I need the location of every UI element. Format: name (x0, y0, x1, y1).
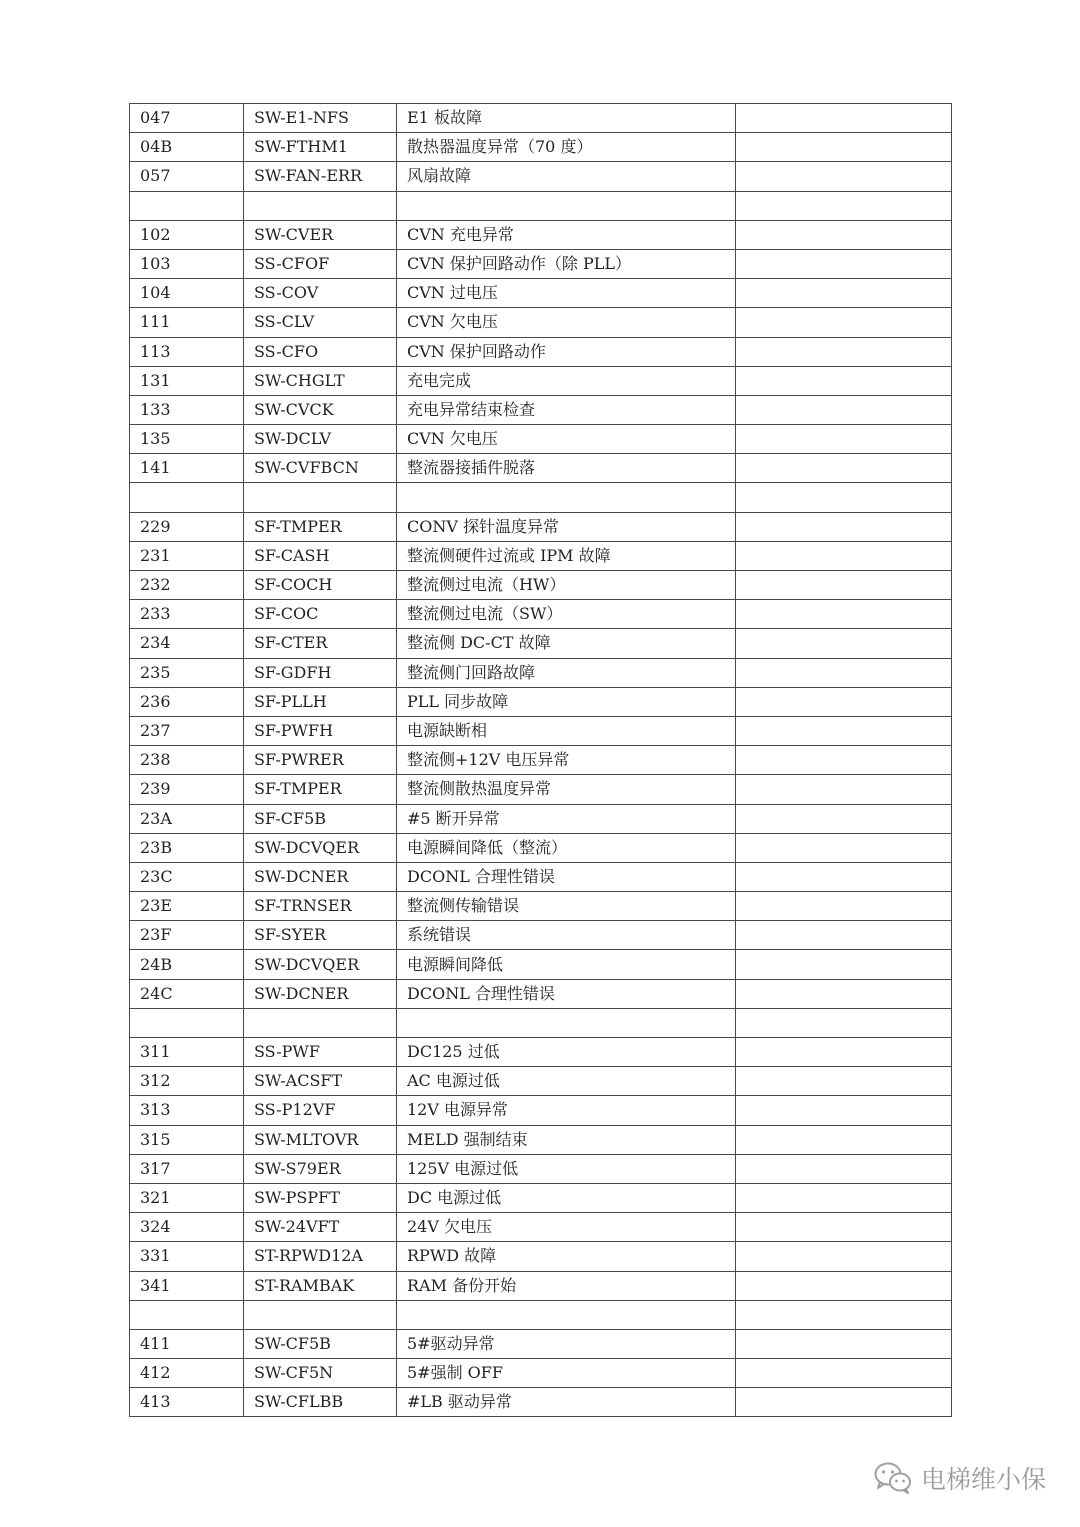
code-cell: 239 (130, 775, 244, 804)
signal-cell: SF-CF5B (244, 804, 397, 833)
remark-cell (736, 1096, 952, 1125)
signal-cell: SW-DCNER (244, 979, 397, 1008)
watermark-text: 电梯维小保 (920, 1465, 1046, 1494)
description-cell: 整流侧门回路故障 (397, 658, 736, 687)
signal-cell: SS-COV (244, 279, 397, 308)
signal-cell: SW-S79ER (244, 1154, 397, 1183)
description-cell (397, 1300, 736, 1329)
watermark (873, 1460, 1046, 1496)
signal-cell: SF-CTER (244, 629, 397, 658)
signal-cell: SW-FTHM1 (244, 133, 397, 162)
signal-cell: SW-CFLBB (244, 1388, 397, 1417)
code-cell: 102 (130, 220, 244, 249)
signal-cell: SW-DCNER (244, 862, 397, 891)
description-cell: CVN 欠电压 (397, 308, 736, 337)
code-cell: 238 (130, 746, 244, 775)
code-cell: 103 (130, 249, 244, 278)
description-cell: CONV 探针温度异常 (397, 512, 736, 541)
table-row (130, 1008, 952, 1037)
signal-cell: SW-CF5B (244, 1329, 397, 1358)
description-cell: 整流侧过电流（SW） (397, 600, 736, 629)
table-row (130, 337, 952, 366)
signal-cell: ST-RPWD12A (244, 1242, 397, 1271)
remark-cell (736, 746, 952, 775)
remark-cell (736, 191, 952, 220)
table-row (130, 804, 952, 833)
table-row (130, 1213, 952, 1242)
table-row (130, 162, 952, 191)
signal-cell: SF-SYER (244, 921, 397, 950)
signal-cell: SW-FAN-ERR (244, 162, 397, 191)
description-cell: 整流器接插件脱落 (397, 454, 736, 483)
code-cell: 057 (130, 162, 244, 191)
description-cell: CVN 充电异常 (397, 220, 736, 249)
remark-cell (736, 804, 952, 833)
table-row (130, 395, 952, 424)
signal-cell (244, 483, 397, 512)
remark-cell (736, 833, 952, 862)
description-cell: 系统错误 (397, 921, 736, 950)
remark-cell (736, 395, 952, 424)
signal-cell: SW-E1-NFS (244, 104, 397, 133)
description-cell: 整流侧传输错误 (397, 892, 736, 921)
table-row (130, 1154, 952, 1183)
description-cell: RPWD 故障 (397, 1242, 736, 1271)
table-row (130, 775, 952, 804)
code-cell: 312 (130, 1067, 244, 1096)
signal-cell: SF-PWRER (244, 746, 397, 775)
signal-cell: SS-CLV (244, 308, 397, 337)
description-cell: 电源瞬间降低 (397, 950, 736, 979)
description-cell: E1 板故障 (397, 104, 736, 133)
signal-cell: SW-CVFBCN (244, 454, 397, 483)
description-cell: 散热器温度异常（70 度） (397, 133, 736, 162)
remark-cell (736, 104, 952, 133)
table-row (130, 746, 952, 775)
remark-cell (736, 1242, 952, 1271)
signal-cell (244, 191, 397, 220)
table-row (130, 1242, 952, 1271)
description-cell: CVN 保护回路动作 (397, 337, 736, 366)
description-cell (397, 1008, 736, 1037)
remark-cell (736, 454, 952, 483)
table-row (130, 541, 952, 570)
remark-cell (736, 1329, 952, 1358)
remark-cell (736, 629, 952, 658)
remark-cell (736, 541, 952, 570)
remark-cell (736, 658, 952, 687)
remark-cell (736, 1359, 952, 1388)
code-cell: 232 (130, 571, 244, 600)
description-cell: CVN 保护回路动作（除 PLL） (397, 249, 736, 278)
description-cell: DC 电源过低 (397, 1183, 736, 1212)
remark-cell (736, 249, 952, 278)
signal-cell: SS-PWF (244, 1038, 397, 1067)
table-row (130, 629, 952, 658)
description-cell: MELD 强制结束 (397, 1125, 736, 1154)
description-cell: AC 电源过低 (397, 1067, 736, 1096)
description-cell: 充电异常结束检查 (397, 395, 736, 424)
remark-cell (736, 1008, 952, 1037)
signal-cell: SW-MLTOVR (244, 1125, 397, 1154)
description-cell: 5#强制 OFF (397, 1359, 736, 1388)
remark-cell (736, 1183, 952, 1212)
table-row (130, 191, 952, 220)
code-cell (130, 1300, 244, 1329)
description-cell: 5#驱动异常 (397, 1329, 736, 1358)
remark-cell (736, 1125, 952, 1154)
remark-cell (736, 979, 952, 1008)
code-cell: 141 (130, 454, 244, 483)
description-cell: DC125 过低 (397, 1038, 736, 1067)
table-row (130, 104, 952, 133)
remark-cell (736, 862, 952, 891)
table-row (130, 366, 952, 395)
remark-cell (736, 1271, 952, 1300)
description-cell: #5 断开异常 (397, 804, 736, 833)
description-cell: 风扇故障 (397, 162, 736, 191)
signal-cell: SW-CF5N (244, 1359, 397, 1388)
code-cell: 229 (130, 512, 244, 541)
signal-cell: SF-TMPER (244, 775, 397, 804)
signal-cell: SF-PLLH (244, 687, 397, 716)
signal-cell: SF-CASH (244, 541, 397, 570)
description-cell: 整流侧硬件过流或 IPM 故障 (397, 541, 736, 570)
table-row (130, 308, 952, 337)
table-row (130, 600, 952, 629)
signal-cell: SS-P12VF (244, 1096, 397, 1125)
signal-cell: SW-CVER (244, 220, 397, 249)
remark-cell (736, 892, 952, 921)
code-cell: 135 (130, 425, 244, 454)
code-cell: 413 (130, 1388, 244, 1417)
table-row (130, 950, 952, 979)
code-cell: 24C (130, 979, 244, 1008)
remark-cell (736, 1038, 952, 1067)
remark-cell (736, 512, 952, 541)
code-cell: 23F (130, 921, 244, 950)
remark-cell (736, 162, 952, 191)
code-cell: 341 (130, 1271, 244, 1300)
description-cell: 整流侧+12V 电压异常 (397, 746, 736, 775)
remark-cell (736, 425, 952, 454)
table-row (130, 979, 952, 1008)
signal-cell: SS-CFOF (244, 249, 397, 278)
remark-cell (736, 950, 952, 979)
code-cell: 317 (130, 1154, 244, 1183)
code-cell: 231 (130, 541, 244, 570)
description-cell: 整流侧过电流（HW） (397, 571, 736, 600)
code-cell: 233 (130, 600, 244, 629)
signal-cell: SW-DCLV (244, 425, 397, 454)
remark-cell (736, 1300, 952, 1329)
remark-cell (736, 921, 952, 950)
description-cell (397, 483, 736, 512)
code-cell: 131 (130, 366, 244, 395)
code-cell: 24B (130, 950, 244, 979)
remark-cell (736, 337, 952, 366)
signal-cell (244, 1300, 397, 1329)
table-row (130, 1329, 952, 1358)
signal-cell: SF-COCH (244, 571, 397, 600)
table-row (130, 512, 952, 541)
description-cell: DCONL 合理性错误 (397, 979, 736, 1008)
code-cell: 04B (130, 133, 244, 162)
table-row (130, 1183, 952, 1212)
table-row (130, 454, 952, 483)
code-cell (130, 1008, 244, 1037)
code-cell: 324 (130, 1213, 244, 1242)
signal-cell: SW-24VFT (244, 1213, 397, 1242)
remark-cell (736, 1213, 952, 1242)
table-row (130, 1359, 952, 1388)
code-cell: 104 (130, 279, 244, 308)
code-cell (130, 191, 244, 220)
remark-cell (736, 366, 952, 395)
code-cell: 311 (130, 1038, 244, 1067)
code-cell: 234 (130, 629, 244, 658)
code-cell: 111 (130, 308, 244, 337)
signal-cell: SF-TMPER (244, 512, 397, 541)
table-row (130, 133, 952, 162)
description-cell: 电源瞬间降低（整流） (397, 833, 736, 862)
remark-cell (736, 687, 952, 716)
description-cell: 整流侧散热温度异常 (397, 775, 736, 804)
description-cell: 充电完成 (397, 366, 736, 395)
table-row (130, 1038, 952, 1067)
description-cell: CVN 欠电压 (397, 425, 736, 454)
description-cell: 整流侧 DC-CT 故障 (397, 629, 736, 658)
description-cell: 电源缺断相 (397, 716, 736, 745)
fault-code-table (129, 103, 952, 1417)
table-row (130, 687, 952, 716)
signal-cell: SW-DCVQER (244, 950, 397, 979)
code-cell: 236 (130, 687, 244, 716)
remark-cell (736, 308, 952, 337)
code-cell: 23C (130, 862, 244, 891)
table-row (130, 425, 952, 454)
code-cell: 315 (130, 1125, 244, 1154)
table-row (130, 571, 952, 600)
signal-cell: ST-RAMBAK (244, 1271, 397, 1300)
code-cell: 113 (130, 337, 244, 366)
signal-cell: SW-CVCK (244, 395, 397, 424)
table-row (130, 1125, 952, 1154)
description-cell: RAM 备份开始 (397, 1271, 736, 1300)
remark-cell (736, 1067, 952, 1096)
remark-cell (736, 600, 952, 629)
description-cell: 24V 欠电压 (397, 1213, 736, 1242)
signal-cell: SW-PSPFT (244, 1183, 397, 1212)
signal-cell: SW-DCVQER (244, 833, 397, 862)
code-cell: 331 (130, 1242, 244, 1271)
table-row (130, 921, 952, 950)
description-cell: DCONL 合理性错误 (397, 862, 736, 891)
description-cell (397, 191, 736, 220)
signal-cell: SW-CHGLT (244, 366, 397, 395)
code-cell: 23B (130, 833, 244, 862)
code-cell: 313 (130, 1096, 244, 1125)
remark-cell (736, 1388, 952, 1417)
table-row (130, 716, 952, 745)
code-cell: 321 (130, 1183, 244, 1212)
table-row (130, 862, 952, 891)
remark-cell (736, 716, 952, 745)
remark-cell (736, 1154, 952, 1183)
description-cell: 125V 电源过低 (397, 1154, 736, 1183)
table-row (130, 483, 952, 512)
table-row (130, 833, 952, 862)
fault-table-body (130, 104, 952, 1417)
remark-cell (736, 571, 952, 600)
table-row (130, 1300, 952, 1329)
remark-cell (736, 133, 952, 162)
table-row (130, 1388, 952, 1417)
signal-cell: SF-GDFH (244, 658, 397, 687)
code-cell: 047 (130, 104, 244, 133)
remark-cell (736, 483, 952, 512)
remark-cell (736, 279, 952, 308)
code-cell: 235 (130, 658, 244, 687)
code-cell (130, 483, 244, 512)
signal-cell (244, 1008, 397, 1037)
signal-cell: SF-TRNSER (244, 892, 397, 921)
code-cell: 23E (130, 892, 244, 921)
description-cell: CVN 过电压 (397, 279, 736, 308)
signal-cell: SW-ACSFT (244, 1067, 397, 1096)
remark-cell (736, 775, 952, 804)
table-row (130, 279, 952, 308)
description-cell: PLL 同步故障 (397, 687, 736, 716)
table-row (130, 658, 952, 687)
table-row (130, 249, 952, 278)
remark-cell (736, 220, 952, 249)
code-cell: 412 (130, 1359, 244, 1388)
description-cell: #LB 驱动异常 (397, 1388, 736, 1417)
description-cell: 12V 电源异常 (397, 1096, 736, 1125)
table-row (130, 220, 952, 249)
table-row (130, 1271, 952, 1300)
signal-cell: SF-COC (244, 600, 397, 629)
code-cell: 23A (130, 804, 244, 833)
code-cell: 133 (130, 395, 244, 424)
code-cell: 411 (130, 1329, 244, 1358)
table-row (130, 1067, 952, 1096)
signal-cell: SF-PWFH (244, 716, 397, 745)
wechat-icon (873, 1461, 913, 1495)
table-row (130, 1096, 952, 1125)
code-cell: 237 (130, 716, 244, 745)
table-row (130, 892, 952, 921)
signal-cell: SS-CFO (244, 337, 397, 366)
